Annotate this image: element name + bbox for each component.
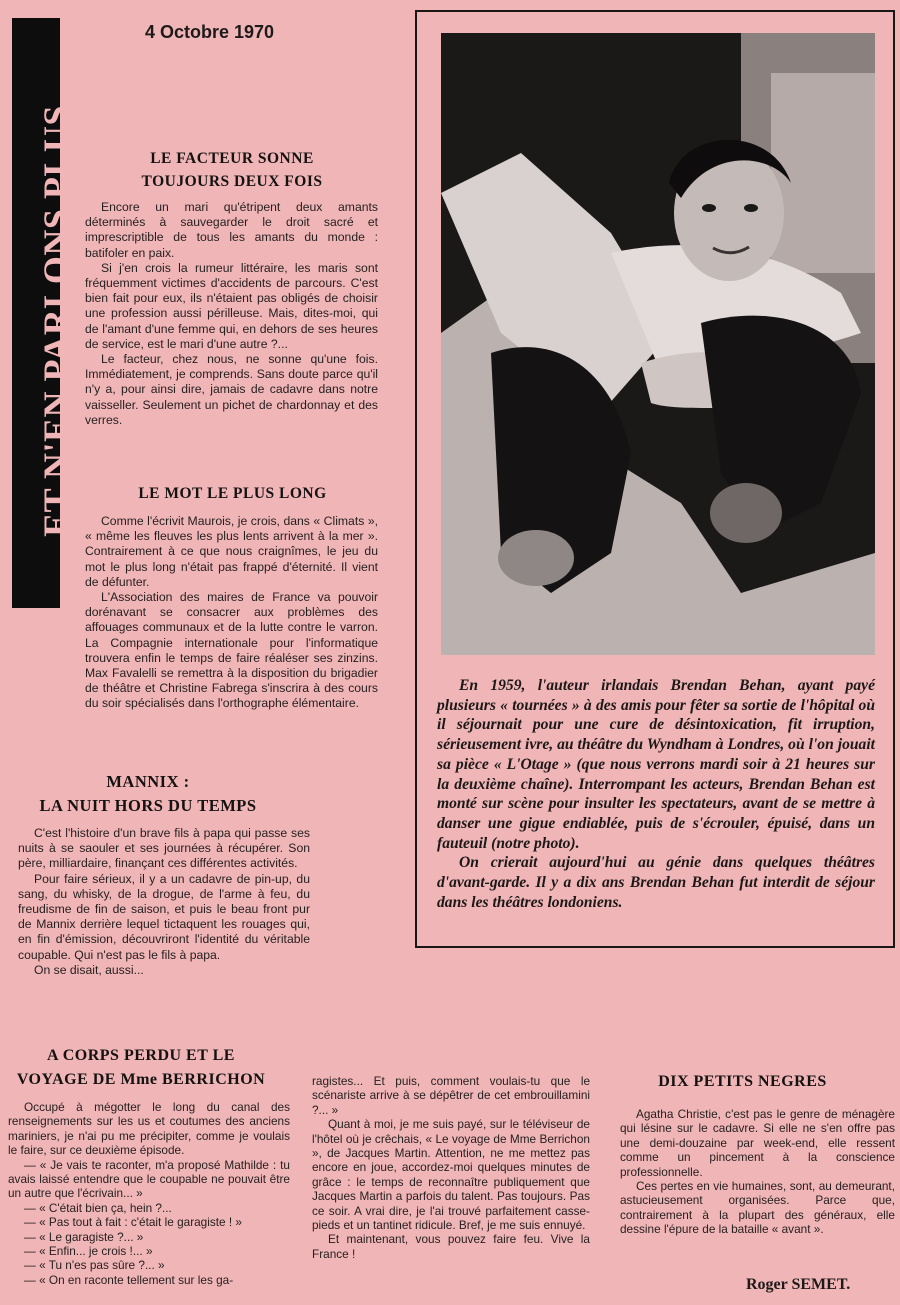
photo-caption [437, 676, 875, 912]
author-signature: Roger SEMET. [746, 1276, 851, 1293]
dialogue-line: — « Le garagiste ?... » [24, 1229, 144, 1244]
title-line: LA NUIT HORS DU TEMPS [39, 796, 257, 815]
photo-brendan-behan [441, 33, 875, 655]
article-title-corps [4, 1044, 278, 1092]
caption-paragraph: On crierait aujourd'hui au génie dans quelques théâtres d'avant-garde. Il y a dix ans Brendan Behan fut interdit de séjour dans les théâtres londoniens. [437, 854, 875, 911]
dialogue-line: — « Tu n'es pas sûre ?... » [24, 1258, 165, 1273]
paragraph: Si j'en crois la rumeur littéraire, les maris sont fréquemment victimes d'accidents de parcours. C'est bien fait pour eux, ils n'étaient pas obligés de choisir une profession aussi périlleuse. Mais, dites-moi, qui de l'amant d'une femme qui, en dehors de ses heures de service, est le mari d'une autre ?... [85, 260, 378, 351]
dialogue-line: — « Pas tout à fait : c'était le garagiste ! » [24, 1215, 242, 1230]
article-body-mot [85, 514, 378, 712]
paragraph: Encore un mari qu'étripent deux amants déterminés à sauvegarder le droit sacré et imprescriptible de tous les amants du monde : batifoler en paix. [85, 200, 378, 260]
left-shoe [498, 530, 574, 586]
article-body-facteur [85, 200, 378, 428]
paragraph: Le facteur, chez nous, ne sonne qu'une fois. Immédiatement, je comprends. Sans doute parce qu'il n'y a, pour ainsi dire, jamais de cadavre dans notre vaisseller. Seulement un pichet de chardonnay et des verres. [85, 352, 378, 427]
paragraph: Comme l'écrivit Maurois, je crois, dans « Climats », « même les fleuves les plus lents arrivent à la mer ». Contrairement à ce que nous craignîmes, le jeu du mot le plus long n'était pas frappé d'éternité. Il vient de défunter. [85, 514, 378, 589]
title-line: A CORPS PERDU ET LE [47, 1047, 235, 1064]
photo-illustration [441, 33, 875, 655]
caption-paragraph: En 1959, l'auteur irlandais Brendan Behan, ayant payé plusieurs « tournées » à des amis pour fêter sa sortie de l'hôpital où il séjournait pour une cure de désintoxication, fit irruption, sérieusement ivre, au théâtre du Wyndham à Londres, où l'on jouait sa pièce « L'Otage » (que nous verrons mardi soir à 21 heures sur la deuxième chaîne). Interrompant les acteurs, Brendan Behan est monté sur scène pour insulter les spectateurs, avant de se mettre à danser une gigue endiablée, puis de s'écrouler, épuisé, dans un fauteuil (notre photo). [437, 677, 875, 852]
title-line: MANNIX : [106, 772, 190, 791]
right-shoe [710, 483, 782, 543]
article-title-facteur [98, 147, 366, 193]
paragraph: C'est l'histoire d'un brave fils à papa qui passe ses nuits à se saouler et ses journées à récupérer. Son père, milliardaire, finançant ces différentes activités. [18, 826, 310, 871]
paragraph: Et maintenant, vous pouvez faire feu. Vive la France ! [312, 1232, 590, 1261]
title-line: LE FACTEUR SONNE [150, 150, 314, 167]
dialogue-line: — « On en raconte tellement sur les ga- [24, 1272, 234, 1287]
article-title-mot: LE MOT LE PLUS LONG [138, 485, 327, 502]
title-line: TOUJOURS DEUX FOIS [141, 173, 323, 190]
paragraph: Quant à moi, je me suis payé, sur le téléviseur de l'hôtel où je crêchais, « Le voyage de Mme Berrichon », de Jacques Martin. Attention, ne me mettez pas encore en joue, accordez-moi quelques minutes de grâce : le temps de reconnaître publiquement que Jacques Martin a parfois du talent. Pas toujours. Pas ce soir. A vrai dire, je l'ai trouvé parfaitement casse-pieds et un tantinet ridicule. Bref, je me suis ennuyé. [312, 1117, 590, 1233]
paragraph: Agatha Christie, c'est pas le genre de ménagère qui lésine sur le cadavre. Si elle ne s'en offre pas une demi-douzaine par week-end, elle ressent comme un pincement à la conscience professionnelle. [620, 1107, 895, 1179]
masthead-title: ET N'EN PARLONS PLUS [36, 105, 76, 537]
title-line: VOYAGE DE Mme BERRICHON [16, 1071, 266, 1088]
paragraph: — « Je vais te raconter, m'a proposé Mathilde : tu avais laissé entendre que le coupable ne pouvait être un autre que l'écrivain... » [8, 1157, 290, 1201]
article-body-mannix [18, 826, 310, 978]
issue-date: 4 Octobre 1970 [145, 22, 275, 42]
article-body-corps-col2 [312, 1074, 590, 1261]
paragraph: Pour faire sérieux, il y a un cadavre de pin-up, du sang, du whisky, de la drogue, de l'arme à feu, du freudisme de fin de saison, et puis le beau front pur de Mannix derrière lequel tictaquent les rouages qui, en fin d'émission, découvriront l'identité du véritable coupable. Qui n'est pas le fils à papa. [18, 871, 310, 962]
dialogue-line: — « C'était bien ça, hein ?... [24, 1200, 172, 1215]
paragraph: Occupé à mégotter le long du canal des renseignements sur les us et coutumes des anciens mariniers, je n'ai pu me précipiter, comme je voulais le faire, sur ce deuxième épisode. [8, 1100, 290, 1158]
paragraph: On se disait, aussi... [34, 962, 144, 977]
masthead-banner [12, 18, 76, 608]
paragraph: ragistes... Et puis, comment voulais-tu que le scénariste arrive à se dépêtrer de cet embrouillamini ?... » [312, 1074, 590, 1117]
paragraph: L'Association des maires de France va pouvoir dorénavant se consacrer aux problèmes des affouages communaux et de la lutte contre le varron. La Compagnie internationale pour l'informatique trouvera enfin le temps de faire réaléser ses zinzins. Max Favalelli se remettra à la disposition du brigadier de théâtre et Christine Fabrega s'inscrira à des cours du soir spécialisés dans l'orthographe élémentaire. [85, 590, 378, 711]
article-body-corps-col1 [8, 1100, 290, 1287]
article-body-dix [620, 1107, 895, 1237]
dialogue-line: — « Enfin... je crois !... » [24, 1244, 153, 1259]
article-title-dix: DIX PETITS NEGRES [658, 1073, 827, 1090]
paragraph: Ces pertes en vie humaines, sont, au demeurant, astucieusement organisées. Parce que, contrairement à la plupart des généraux, elle dessine l'épure de la bataille « avant ». [620, 1179, 895, 1237]
article-title-mannix [8, 770, 288, 818]
